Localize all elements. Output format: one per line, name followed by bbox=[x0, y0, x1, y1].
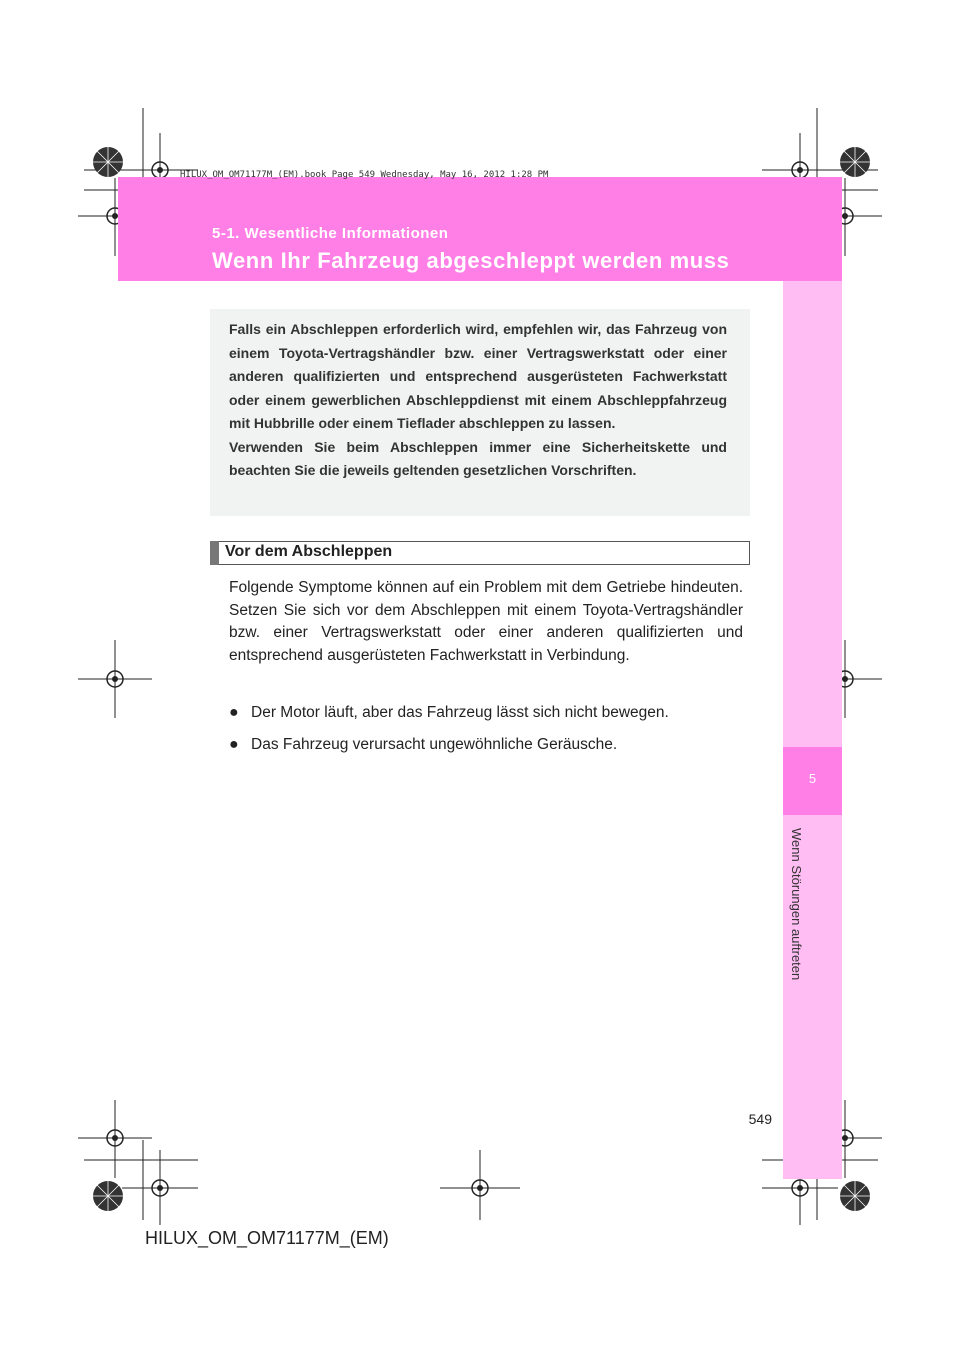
footer-document-id: HILUX_OM_OM71177M_(EM) bbox=[145, 1228, 389, 1248]
book-info-line: HILUX_OM_OM71177M_(EM).book Page 549 Wednesday, May 16, 2012 1:28 PM bbox=[180, 170, 549, 180]
bullet-item bbox=[229, 704, 743, 722]
page-number: 549 bbox=[748, 1111, 772, 1127]
bullet-text: Der Motor läuft, aber das Fahrzeug lässt sich nicht bewegen. bbox=[251, 704, 669, 721]
info-paragraph-1: Falls ein Abschleppen erforderlich wird, empfehlen wir, das Fahrzeug von einem Toyota-Vertragshändler bzw. einer Vertragswerkstatt oder einer anderen qualifizierten und entsprechend ausgerüsteten Fachwerkstatt oder einem gewerblichen Abschleppdienst mit einem Abschleppfahrzeug mit Hubbrille oder einem Tieflader abschleppen zu lassen. bbox=[229, 321, 727, 431]
chapter-side-tab bbox=[783, 281, 842, 1179]
body-paragraph: Folgende Symptome können auf ein Problem mit dem Getriebe hindeuten. Setzen Sie sich vor dem Abschleppen mit einem Toyota-Vertragshändler bzw. einer Vertragswerkstatt oder einer anderen qualifizierten und entsprechend ausgerüsteten Fachwerkstatt in Verbindung. bbox=[229, 579, 743, 665]
info-paragraph-2: Verwenden Sie beim Abschleppen immer eine Sicherheitskette und beachten Sie die jeweils geltenden gesetzlichen Vorschriften. bbox=[229, 438, 727, 478]
bullet-item bbox=[229, 736, 743, 754]
page-title: Wenn Ihr Fahrzeug abgeschleppt werden muss bbox=[212, 248, 730, 273]
info-box-text bbox=[229, 318, 727, 483]
section-heading: Vor dem Abschleppen bbox=[225, 543, 393, 560]
section-label: 5-1. Wesentliche Informationen bbox=[212, 225, 449, 242]
bullet-icon: ● bbox=[229, 736, 239, 753]
section-heading-marker bbox=[210, 541, 219, 565]
bullet-text: Das Fahrzeug verursacht ungewöhnliche Geräusche. bbox=[251, 736, 618, 753]
chapter-title-vertical: Wenn Störungen auftreten bbox=[789, 828, 804, 981]
chapter-number: 5 bbox=[808, 771, 817, 786]
bullet-icon: ● bbox=[229, 704, 239, 721]
